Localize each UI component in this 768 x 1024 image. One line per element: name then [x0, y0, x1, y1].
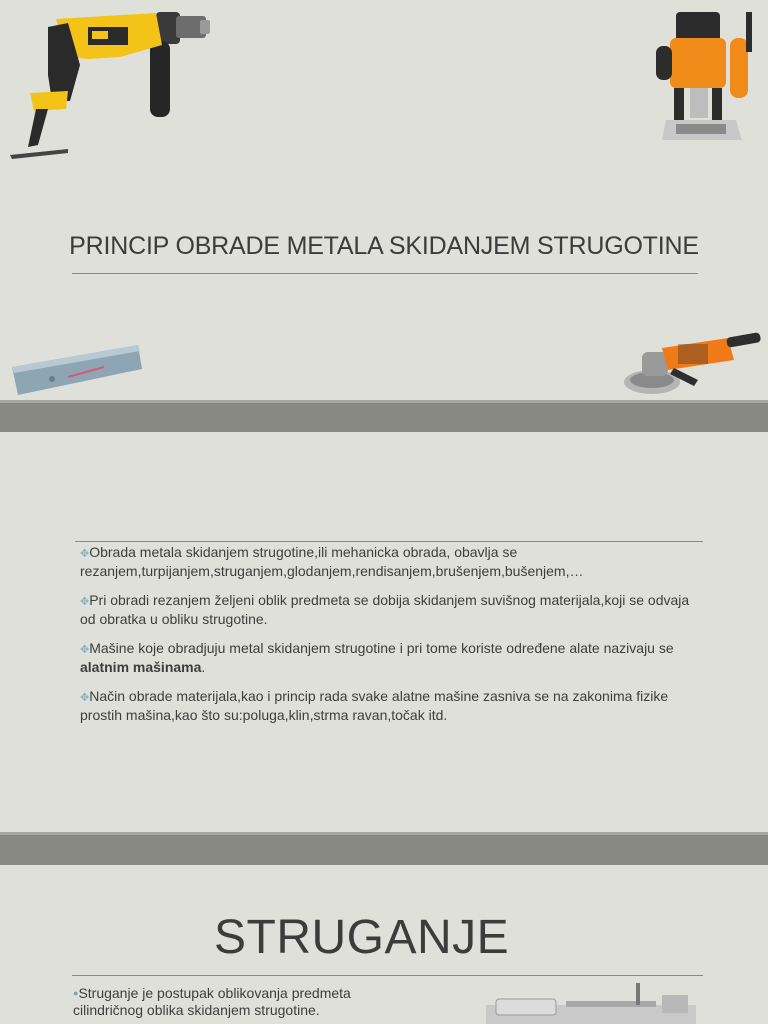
- list-item: [75, 688, 705, 724]
- slide-title: PRINCIP OBRADE METALA SKIDANJEM STRUGOTINE: [69, 232, 699, 260]
- bullet-text: Mašine koje obradjuju metal skidanjem strugotine i pri tome koriste određene alate nazivaju se: [89, 640, 674, 656]
- bullet-icon: ✥: [80, 644, 90, 656]
- bullet-icon: ✥: [80, 692, 90, 704]
- body-text: [73, 985, 413, 1019]
- title-rule: [72, 273, 698, 274]
- file-tool-image: [8, 343, 144, 399]
- title-rule: [72, 975, 703, 976]
- bullet-bold-text: alatnim mašinama: [80, 659, 202, 675]
- content-rule: [75, 541, 703, 542]
- slide-divider: [0, 400, 768, 432]
- bullet-icon: ●: [73, 988, 79, 998]
- slide-1: [0, 0, 768, 400]
- slide-divider: [0, 832, 768, 865]
- bullet-text-end: .: [201, 659, 206, 675]
- list-item: [75, 640, 705, 676]
- bullet-icon: ✥: [80, 596, 90, 608]
- section-title: STRUGANJE: [214, 911, 510, 964]
- body-text-content: Struganje je postupak oblikovanja predmeta cilindričnog oblika skidanjem strugotine.: [73, 985, 351, 1018]
- bullet-text: Obrada metala skidanjem strugotine,ili mehanicka obrada, obavlja se rezanjem,turpijanjem,struganjem,glodanjem,rendisanjem,brušenjem,bušenjem,…: [80, 544, 584, 579]
- list-item: [75, 592, 705, 628]
- bullet-icon: ✥: [80, 548, 90, 560]
- lathe-image: [486, 981, 696, 1024]
- bullet-list: [75, 544, 705, 736]
- list-item: [75, 544, 705, 580]
- bullet-text: Način obrade materijala,kao i princip rada svake alatne mašine zasniva se na zakonima fizike prostih mašina,kao što su:poluga,klin,strma ravan,točak itd.: [80, 688, 669, 723]
- angle-grinder-image: [622, 330, 764, 398]
- router-image: [646, 8, 760, 148]
- drill-image: [8, 5, 213, 160]
- bullet-text: Pri obradi rezanjem željeni oblik predmeta se dobija skidanjem suvišnog materijala,koji se odvaja od obratka u obliku strugotine.: [80, 592, 690, 627]
